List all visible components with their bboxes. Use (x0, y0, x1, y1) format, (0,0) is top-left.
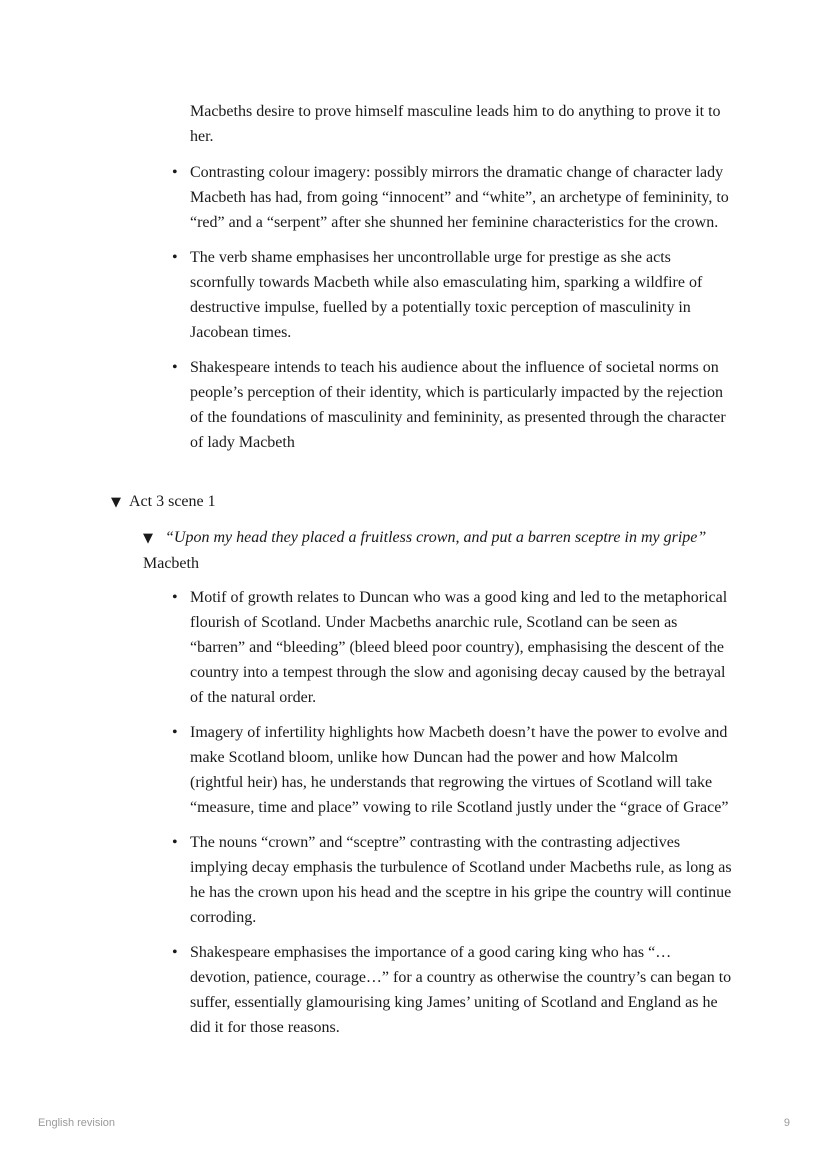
bullet-icon: • (172, 164, 178, 181)
list-item (0, 585, 735, 710)
bullet-text: Motif of growth relates to Duncan who was a good king and led to the metaphorical flourish of Scotland. Under Macbeths anarchic rule, Scotland can be seen as “barren” and “bleeding” (bleed bleed poor country), emphasising the descent of the country into a tempest through the slow and agonising decay caused by the betrayal of the natural order. (190, 589, 728, 706)
page-number: 9 (783, 1117, 790, 1129)
bullet-icon: • (172, 359, 178, 376)
footer-title: English revision (38, 1117, 116, 1129)
list-item (0, 245, 735, 345)
bullet-icon: • (172, 834, 178, 851)
bullet-icon: • (172, 249, 178, 266)
bullet-icon: • (172, 944, 178, 961)
bullet-text: The nouns “crown” and “sceptre” contrasting with the contrasting adjectives implying decay emphasis the turbulence of Scotland under Macbeths rule, as long as he has the crown upon his head and the sceptre in his gripe the country will continue corroding. (190, 834, 732, 926)
bullet-text: The verb shame emphasises her uncontrollable urge for prestige as she acts scornfully towards Macbeth while also emasculating him, sparking a wildfire of destructive impulse, fuelled by a potentially toxic perception of masculinity in Jacobean times. (190, 249, 703, 341)
bullet-icon: • (172, 589, 178, 606)
bullet-list-act-3 (0, 585, 828, 1050)
bullet-icon: • (172, 724, 178, 741)
list-item (0, 160, 735, 235)
speaker-name: Macbeth (143, 555, 199, 572)
bullet-text: Shakespeare intends to teach his audience about the influence of societal norms on people’s perception of their identity, which is particularly impacted by the rejection of the foundations of masculinity and femininity, as presented through the character of lady Macbeth (190, 359, 726, 451)
quote-text: “Upon my head they placed a fruitless crown, and put a barren sceptre in my gripe” (165, 529, 707, 546)
bullet-list-lady-macbeth (0, 160, 828, 465)
triangle-down-icon[interactable]: ▼ (111, 495, 121, 510)
bullet-text: Imagery of infertility highlights how Macbeth doesn’t have the power to evolve and make Scotland bloom, unlike how Duncan had the power and how Malcolm (rightful heir) has, he understands that regrowing the virtues of Scotland will take “measure, time and place” vowing to rile Scotland justly under the “grace of Grace” (190, 724, 729, 816)
list-item (0, 720, 735, 820)
bullet-text: Contrasting colour imagery: possibly mirrors the dramatic change of character lady Macbeth has had, from going “innocent” and “white”, an archetype of femininity, to “red” and a “serpent” after she shunned her feminine characteristics for the crown. (190, 164, 729, 231)
toggle-quote[interactable] (143, 525, 743, 576)
list-item (0, 940, 735, 1040)
toggle-act-3-scene-1[interactable] (111, 489, 216, 515)
triangle-down-icon[interactable]: ▼ (143, 531, 153, 546)
list-item (0, 355, 735, 455)
continuation-paragraph: Macbeths desire to prove himself masculine leads him to do anything to prove it to her. (190, 103, 721, 145)
bullet-text: Shakespeare emphasises the importance of a good caring king who has “… devotion, patience, courage…” for a country as otherwise the country’s can began to suffer, essentially glamourising king James’ uniting of Scotland and England as he did it for those reasons. (190, 944, 732, 1036)
toggle-heading: Act 3 scene 1 (129, 493, 216, 510)
list-item (0, 830, 735, 930)
